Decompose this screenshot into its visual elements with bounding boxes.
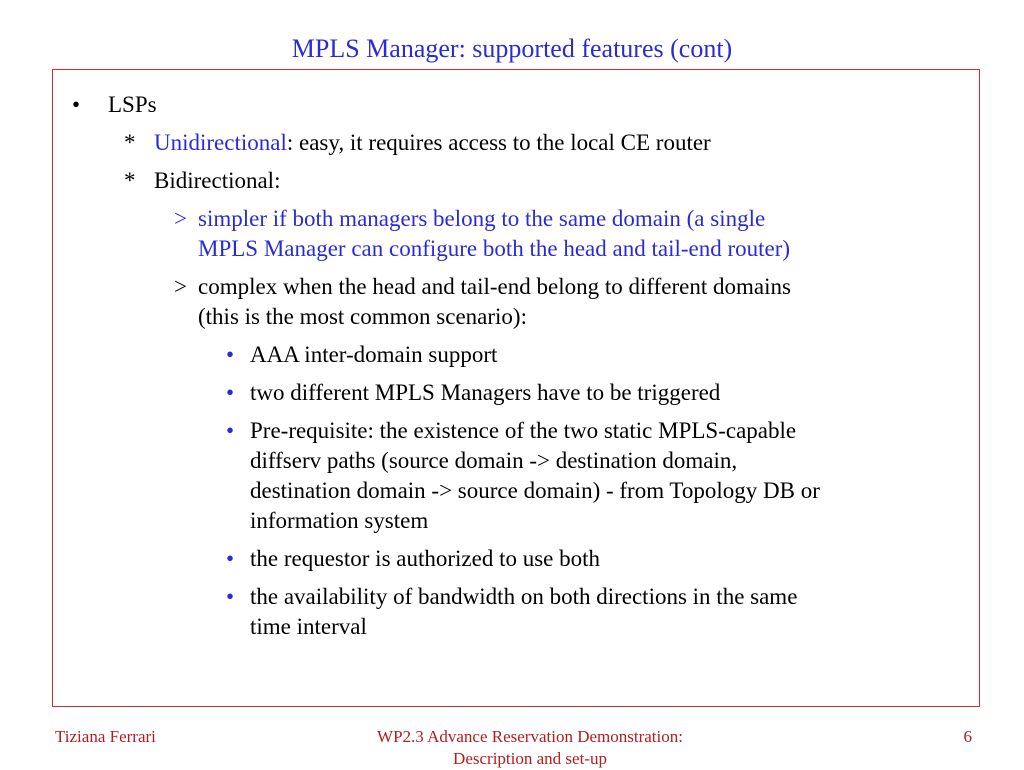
item-availability-line2: time interval (250, 614, 367, 639)
footer-title-line2: Description and set-up (453, 749, 607, 768)
bullet-star: * (124, 130, 136, 155)
item-simpler-line1: simpler if both managers belong to the same domain (a single (198, 206, 766, 231)
item-availability-line1: the availability of bandwidth on both directions in the same (250, 584, 798, 609)
bullet-dot: • (226, 342, 235, 367)
bullet-dot: • (72, 92, 81, 117)
bullet-dot: • (226, 418, 235, 443)
item-prereq-line3: destination domain -> source domain) - from Topology DB or (250, 478, 820, 503)
item-prereq-line2: diffserv paths (source domain -> destination domain, (250, 448, 738, 473)
item-requestor: the requestor is authorized to use both (250, 546, 601, 571)
item-complex-line1: complex when the head and tail-end belong to different domains (198, 274, 791, 299)
item-complex-line2: (this is the most common scenario): (198, 304, 527, 329)
bullet-dot: • (226, 380, 235, 405)
unidirectional-text: : easy, it requires access to the local CE router (286, 130, 711, 155)
bullet-star: * (124, 168, 136, 193)
item-bidirectional: Bidirectional: (154, 168, 281, 193)
item-lsps: LSPs (108, 92, 157, 117)
item-prereq-line1: Pre-requisite: the existence of the two static MPLS-capable (250, 418, 797, 443)
item-simpler-line2: MPLS Manager can configure both the head and tail-end router) (198, 236, 791, 261)
item-prereq-line4: information system (250, 508, 429, 533)
footer-title-line1: WP2.3 Advance Reservation Demonstration: (377, 727, 683, 746)
slide-title: MPLS Manager: supported features (cont) (291, 34, 733, 63)
footer-page-number: 6 (963, 727, 972, 746)
item-two-managers: two different MPLS Managers have to be triggered (250, 380, 721, 405)
unidirectional-label: Unidirectional (154, 130, 287, 155)
item-unidirectional (154, 128, 711, 158)
item-aaa: AAA inter-domain support (250, 342, 498, 367)
footer-author: Tiziana Ferrari (55, 727, 156, 746)
bullet-dot: • (226, 584, 235, 609)
bullet-gt: > (174, 206, 187, 231)
bullet-gt: > (174, 274, 187, 299)
bullet-dot: • (226, 546, 235, 571)
